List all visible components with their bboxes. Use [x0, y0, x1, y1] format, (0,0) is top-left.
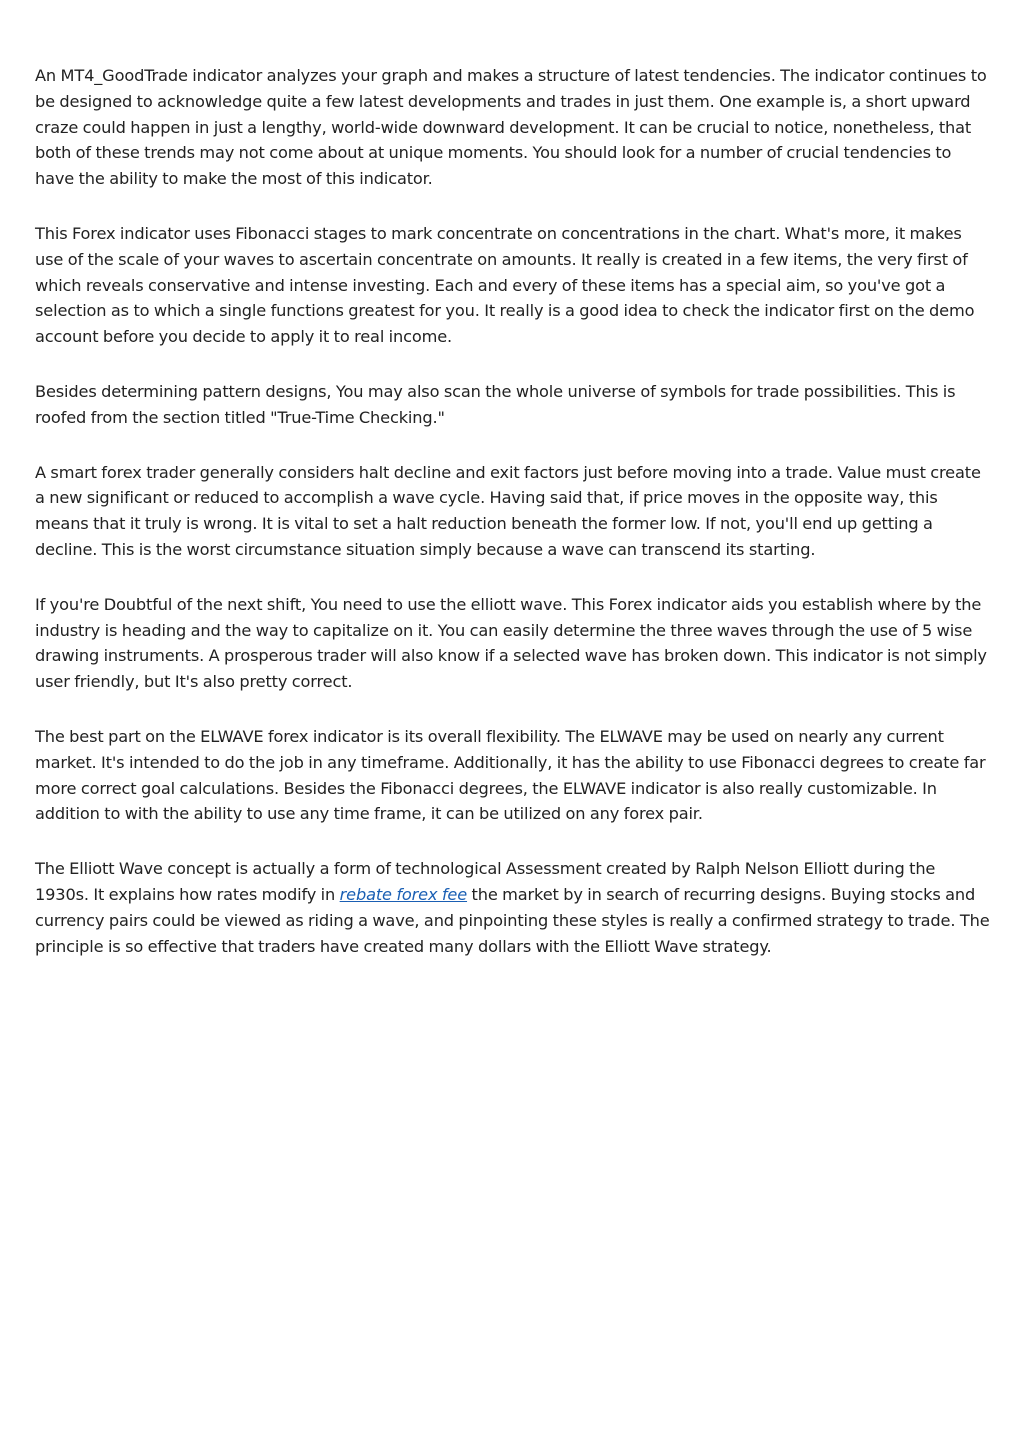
paragraph-7: [35, 856, 990, 959]
paragraph-3: Besides determining pattern designs, You may also scan the whole universe of symbols for trade possibilities. This is roofed from the section titled "True-Time Checking.": [35, 381, 956, 427]
paragraph-2: This Forex indicator uses Fibonacci stages to mark concentrate on concentrations in the chart. What's more, it makes use of the scale of your waves to ascertain concentrate on amounts. It really is created in a few items, the very first of which reveals conservative and intense investing. Each and every of these items has a special aim, so you've got a selection as to which a single functions greatest for you. It really is a good idea to check the indicator first on the demo account before you decide to apply it to real income.: [35, 223, 975, 347]
paragraph-7-text-after-link: the market by in search of recurring designs. Buying stocks and currency pairs could be viewed as riding a wave, and pinpointing these styles is really a confirmed strategy to trade. The principle is so effective that traders have created many dollars with the Elliott Wave strategy.: [35, 884, 990, 956]
rebate-forex-fee-link[interactable]: rebate forex fee: [339, 884, 468, 904]
paragraph-7-text-before-link: The Elliott Wave concept is actually a form of technological Assessment created by Ralph Nelson Elliott during the 1930s. It explains how rates modify in: [35, 859, 936, 904]
paragraph-1: An MT4_GoodTrade indicator analyzes your graph and makes a structure of latest tendencies. The indicator continues to be designed to acknowledge quite a few latest developments and trades in just them. One example is, a short upward craze could happen in just a lengthy, world-wide downward development. It can be crucial to notice, nonetheless, that both of these trends may not come about at unique moments. You should look for a number of crucial tendencies to have the ability to make the most of this indicator.: [35, 66, 987, 189]
paragraph-5: If you're Doubtful of the next shift, You need to use the elliott wave. This Forex indicator aids you establish where by the industry is heading and the way to capitalize on it. You can easily determine the three waves through the use of 5 wise drawing instruments. A prosperous trader will also know if a selected wave has broken down. This indicator is not simply user friendly, but It's also pretty correct.: [35, 594, 987, 692]
paragraph-6: The best part on the ELWAVE forex indicator is its overall flexibility. The ELWAVE may be used on nearly any current market. It's intended to do the job in any timeframe. Additionally, it has the ability to use Fibonacci degrees to create far more correct goal calculations. Besides the Fibonacci degrees, the ELWAVE indicator is also really customizable. In addition to with the ability to use any time frame, it can be utilized on any forex pair.: [35, 726, 986, 824]
paragraph-4: A smart forex trader generally considers halt decline and exit factors just before moving into a trade. Value must create a new significant or reduced to accomplish a wave cycle. Having said that, if price moves in the opposite way, this means that it truly is wrong. It is vital to set a halt reduction beneath the former low. If not, you'll end up getting a decline. This is the worst circumstance situation simply because a wave can transcend its starting.: [35, 462, 981, 559]
